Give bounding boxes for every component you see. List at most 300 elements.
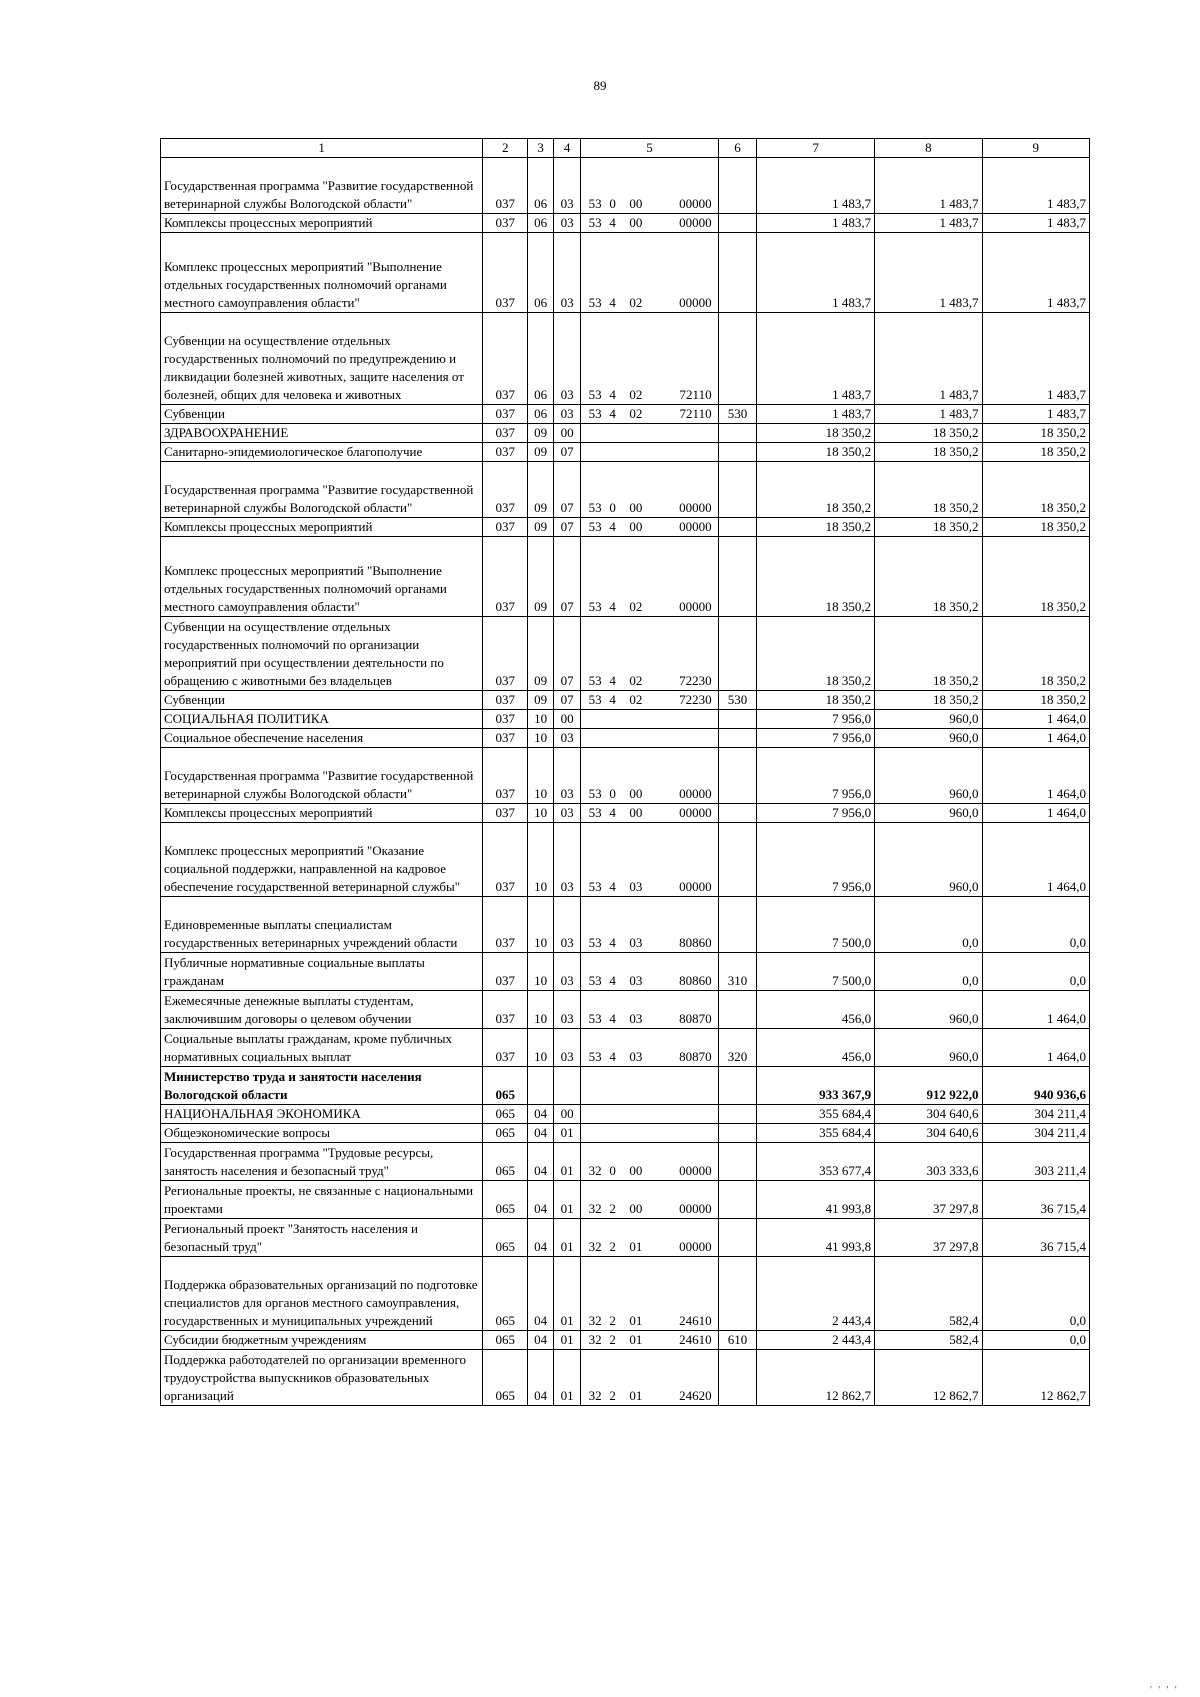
target-article-c5a: 32 <box>588 1388 602 1403</box>
amount-col-9: 18 350,2 <box>982 617 1089 691</box>
code-admin: 037 <box>483 748 528 804</box>
amount-col-8: 960,0 <box>875 729 982 748</box>
amount-col-9: 0,0 <box>982 953 1089 991</box>
code-subsection: 07 <box>553 518 581 537</box>
table-row <box>161 1219 1090 1257</box>
code-admin: 037 <box>483 804 528 823</box>
amount-col-8: 582,4 <box>875 1257 982 1331</box>
code-section: 10 <box>528 748 554 804</box>
amount-col-7: 41 993,8 <box>757 1219 875 1257</box>
header-cell-7: 7 <box>757 139 875 158</box>
target-article-c5c: 00 <box>629 215 643 230</box>
amount-col-7: 456,0 <box>757 1029 875 1067</box>
code-section: 04 <box>528 1331 554 1350</box>
target-article-c5c: 00 <box>629 519 643 534</box>
code-target-article <box>581 1143 718 1181</box>
table-row <box>161 691 1090 710</box>
table-row <box>161 214 1090 233</box>
target-article-c5a: 32 <box>588 1239 602 1254</box>
code-admin: 037 <box>483 214 528 233</box>
code-admin: 065 <box>483 1219 528 1257</box>
code-expense-type: 310 <box>718 953 757 991</box>
target-article-parts <box>584 1312 714 1330</box>
target-article-c5b: 0 <box>609 786 616 801</box>
amount-col-7: 18 350,2 <box>757 617 875 691</box>
code-section: 10 <box>528 823 554 897</box>
code-expense-type: 320 <box>718 1029 757 1067</box>
amount-col-7: 1 483,7 <box>757 313 875 405</box>
code-subsection: 07 <box>553 462 581 518</box>
target-article-c5a: 53 <box>588 500 602 515</box>
amount-col-9: 18 350,2 <box>982 462 1089 518</box>
table-row <box>161 462 1090 518</box>
row-name: Публичные нормативные социальные выплаты гражданам <box>161 953 483 991</box>
code-admin: 065 <box>483 1124 528 1143</box>
code-expense-type <box>718 158 757 214</box>
target-article-c5c: 00 <box>629 786 643 801</box>
target-article-c5d: 80860 <box>679 973 712 988</box>
code-target-article <box>581 823 718 897</box>
target-article-c5d: 24610 <box>679 1313 712 1328</box>
code-admin: 037 <box>483 710 528 729</box>
code-subsection: 03 <box>553 804 581 823</box>
table-row <box>161 1029 1090 1067</box>
amount-col-9: 0,0 <box>982 1331 1089 1350</box>
code-admin: 037 <box>483 729 528 748</box>
amount-col-9: 18 350,2 <box>982 537 1089 617</box>
code-expense-type <box>718 1105 757 1124</box>
header-cell-2: 2 <box>483 139 528 158</box>
code-admin: 037 <box>483 953 528 991</box>
amount-col-8: 304 640,6 <box>875 1124 982 1143</box>
row-name: Субвенции <box>161 691 483 710</box>
target-article-c5d: 00000 <box>679 519 712 534</box>
code-target-article <box>581 405 718 424</box>
target-article-c5b: 4 <box>609 1011 616 1026</box>
target-article-c5a: 53 <box>588 935 602 950</box>
target-article-c5b: 4 <box>609 215 616 230</box>
table-row <box>161 1067 1090 1105</box>
code-subsection: 01 <box>553 1257 581 1331</box>
row-name: Санитарно-эпидемиологическое благополучие <box>161 443 483 462</box>
row-name: Региональные проекты, не связанные с национальными проектами <box>161 1181 483 1219</box>
target-article-c5a: 53 <box>588 196 602 211</box>
code-section: 09 <box>528 462 554 518</box>
code-subsection: 03 <box>553 991 581 1029</box>
code-expense-type <box>718 1124 757 1143</box>
target-article-c5d: 00000 <box>679 786 712 801</box>
target-article-c5a: 32 <box>588 1313 602 1328</box>
target-article-c5c: 01 <box>629 1239 643 1254</box>
code-target-article <box>581 424 718 443</box>
table-row <box>161 233 1090 313</box>
target-article-c5a: 53 <box>588 215 602 230</box>
target-article-c5b: 4 <box>609 879 616 894</box>
amount-col-9: 18 350,2 <box>982 518 1089 537</box>
code-admin: 037 <box>483 897 528 953</box>
target-article-c5d: 00000 <box>679 500 712 515</box>
header-cell-6: 6 <box>718 139 757 158</box>
target-article-parts <box>584 1200 714 1218</box>
header-cell-4: 4 <box>553 139 581 158</box>
code-expense-type: 610 <box>718 1331 757 1350</box>
amount-col-7: 7 956,0 <box>757 748 875 804</box>
target-article-c5c: 03 <box>629 935 643 950</box>
code-subsection: 03 <box>553 897 581 953</box>
code-admin: 037 <box>483 537 528 617</box>
code-target-article <box>581 462 718 518</box>
code-expense-type <box>718 1143 757 1181</box>
amount-col-7: 18 350,2 <box>757 691 875 710</box>
code-section: 04 <box>528 1219 554 1257</box>
target-article-c5d: 00000 <box>679 1163 712 1178</box>
code-subsection: 03 <box>553 1029 581 1067</box>
amount-col-7: 7 956,0 <box>757 710 875 729</box>
amount-col-7: 7 956,0 <box>757 729 875 748</box>
target-article-parts <box>584 499 714 517</box>
target-article-c5b: 2 <box>609 1239 616 1254</box>
code-subsection: 01 <box>553 1219 581 1257</box>
amount-col-9: 1 483,7 <box>982 158 1089 214</box>
target-article-c5c: 02 <box>629 673 643 688</box>
header-row <box>161 139 1090 158</box>
target-article-parts <box>584 1010 714 1028</box>
table-row <box>161 748 1090 804</box>
target-article-c5c: 03 <box>629 1011 643 1026</box>
header-cell-5: 5 <box>581 139 718 158</box>
amount-col-7: 355 684,4 <box>757 1124 875 1143</box>
code-section: 10 <box>528 953 554 991</box>
target-article-c5d: 00000 <box>679 805 712 820</box>
table-row <box>161 424 1090 443</box>
header-cell-3: 3 <box>528 139 554 158</box>
code-target-article <box>581 1124 718 1143</box>
table-row <box>161 537 1090 617</box>
code-expense-type <box>718 823 757 897</box>
target-article-c5c: 02 <box>629 295 643 310</box>
code-expense-type <box>718 1257 757 1331</box>
target-article-c5a: 53 <box>588 973 602 988</box>
target-article-c5c: 03 <box>629 879 643 894</box>
code-expense-type <box>718 214 757 233</box>
code-expense-type <box>718 233 757 313</box>
row-name: Государственная программа "Трудовые ресурсы, занятость населения и безопасный труд" <box>161 1143 483 1181</box>
code-expense-type <box>718 617 757 691</box>
code-admin: 037 <box>483 443 528 462</box>
target-article-parts <box>584 195 714 213</box>
code-section: 06 <box>528 158 554 214</box>
target-article-c5c: 01 <box>629 1388 643 1403</box>
code-target-article <box>581 953 718 991</box>
table-row <box>161 1331 1090 1350</box>
code-expense-type <box>718 897 757 953</box>
amount-col-7: 1 483,7 <box>757 158 875 214</box>
table-row <box>161 991 1090 1029</box>
code-subsection: 03 <box>553 823 581 897</box>
code-expense-type <box>718 518 757 537</box>
code-expense-type <box>718 729 757 748</box>
code-target-article <box>581 617 718 691</box>
code-expense-type <box>718 1067 757 1105</box>
amount-col-7: 456,0 <box>757 991 875 1029</box>
code-expense-type <box>718 313 757 405</box>
amount-col-8: 37 297,8 <box>875 1181 982 1219</box>
target-article-c5b: 4 <box>609 692 616 707</box>
row-name: Поддержка работодателей по организации временного трудоустройства выпускников образовательных организаций <box>161 1350 483 1406</box>
code-section: 04 <box>528 1181 554 1219</box>
code-subsection: 01 <box>553 1181 581 1219</box>
code-subsection: 03 <box>553 313 581 405</box>
target-article-parts <box>584 518 714 536</box>
code-subsection: 03 <box>553 405 581 424</box>
table-row <box>161 405 1090 424</box>
target-article-c5a: 53 <box>588 295 602 310</box>
code-target-article <box>581 1105 718 1124</box>
row-name: СОЦИАЛЬНАЯ ПОЛИТИКА <box>161 710 483 729</box>
amount-col-7: 2 443,4 <box>757 1331 875 1350</box>
table-body <box>161 158 1090 1406</box>
target-article-parts <box>584 972 714 990</box>
row-name: Комплексы процессных мероприятий <box>161 214 483 233</box>
code-subsection: 03 <box>553 748 581 804</box>
amount-col-8: 960,0 <box>875 1029 982 1067</box>
target-article-c5a: 53 <box>588 879 602 894</box>
target-article-c5a: 53 <box>588 1011 602 1026</box>
scan-marks: ' ' ' ' <box>1150 1685 1179 1696</box>
code-subsection: 00 <box>553 424 581 443</box>
code-subsection <box>553 1067 581 1105</box>
code-admin: 037 <box>483 158 528 214</box>
code-target-article <box>581 897 718 953</box>
code-admin: 037 <box>483 691 528 710</box>
amount-col-9: 18 350,2 <box>982 691 1089 710</box>
amount-col-9: 1 483,7 <box>982 313 1089 405</box>
code-expense-type <box>718 748 757 804</box>
target-article-parts <box>584 1238 714 1256</box>
amount-col-9: 1 483,7 <box>982 233 1089 313</box>
amount-col-8: 1 483,7 <box>875 158 982 214</box>
code-subsection: 03 <box>553 158 581 214</box>
target-article-c5c: 00 <box>629 1163 643 1178</box>
row-name: Субсидии бюджетным учреждениям <box>161 1331 483 1350</box>
row-name: Государственная программа "Развитие государственной ветеринарной службы Вологодской области" <box>161 158 483 214</box>
code-expense-type <box>718 424 757 443</box>
amount-col-9: 1 464,0 <box>982 1029 1089 1067</box>
table-row <box>161 1124 1090 1143</box>
target-article-parts <box>584 804 714 822</box>
amount-col-8: 960,0 <box>875 804 982 823</box>
code-admin: 037 <box>483 313 528 405</box>
amount-col-9: 18 350,2 <box>982 443 1089 462</box>
code-admin: 037 <box>483 462 528 518</box>
amount-col-8: 18 350,2 <box>875 537 982 617</box>
target-article-c5b: 0 <box>609 500 616 515</box>
row-name: Ежемесячные денежные выплаты студентам, заключившим договоры о целевом обучении <box>161 991 483 1029</box>
target-article-c5c: 02 <box>629 599 643 614</box>
target-article-c5a: 32 <box>588 1332 602 1347</box>
code-admin: 037 <box>483 991 528 1029</box>
target-article-parts <box>584 405 714 423</box>
code-target-article <box>581 1257 718 1331</box>
target-article-c5a: 53 <box>588 786 602 801</box>
row-name: Единовременные выплаты специалистам государственных ветеринарных учреждений области <box>161 897 483 953</box>
row-name: Субвенции на осуществление отдельных государственных полномочий по предупреждению и ликвидации болезней животных, защите населения от болезней, общих для человека и животных <box>161 313 483 405</box>
table-row <box>161 1105 1090 1124</box>
code-subsection: 01 <box>553 1143 581 1181</box>
code-admin: 065 <box>483 1105 528 1124</box>
target-article-c5a: 53 <box>588 519 602 534</box>
code-section: 04 <box>528 1350 554 1406</box>
amount-col-9: 304 211,4 <box>982 1124 1089 1143</box>
row-name: Государственная программа "Развитие государственной ветеринарной службы Вологодской области" <box>161 462 483 518</box>
table-row <box>161 158 1090 214</box>
target-article-c5d: 00000 <box>679 1239 712 1254</box>
target-article-parts <box>584 878 714 896</box>
row-name: Поддержка образовательных организаций по подготовке специалистов для органов местного самоуправления, государственных и муниципальных учреждений <box>161 1257 483 1331</box>
target-article-parts <box>584 1048 714 1066</box>
code-subsection: 03 <box>553 953 581 991</box>
row-name: Общеэкономические вопросы <box>161 1124 483 1143</box>
code-section: 09 <box>528 691 554 710</box>
amount-col-7: 353 677,4 <box>757 1143 875 1181</box>
amount-col-7: 2 443,4 <box>757 1257 875 1331</box>
amount-col-8: 960,0 <box>875 991 982 1029</box>
target-article-c5c: 00 <box>629 196 643 211</box>
amount-col-9: 18 350,2 <box>982 424 1089 443</box>
code-section: 09 <box>528 424 554 443</box>
amount-col-8: 0,0 <box>875 953 982 991</box>
code-target-article <box>581 537 718 617</box>
target-article-c5a: 32 <box>588 1163 602 1178</box>
header-cell-1: 1 <box>161 139 483 158</box>
target-article-c5c: 02 <box>629 387 643 402</box>
code-admin: 037 <box>483 518 528 537</box>
target-article-c5c: 03 <box>629 973 643 988</box>
amount-col-8: 1 483,7 <box>875 405 982 424</box>
code-section: 10 <box>528 1029 554 1067</box>
table-row <box>161 1257 1090 1331</box>
code-target-article <box>581 443 718 462</box>
amount-col-7: 18 350,2 <box>757 462 875 518</box>
amount-col-7: 1 483,7 <box>757 405 875 424</box>
row-name: ЗДРАВООХРАНЕНИЕ <box>161 424 483 443</box>
row-name: Региональный проект "Занятость населения и безопасный труд" <box>161 1219 483 1257</box>
target-article-c5b: 4 <box>609 973 616 988</box>
target-article-c5b: 4 <box>609 519 616 534</box>
code-admin: 037 <box>483 617 528 691</box>
header-cell-8: 8 <box>875 139 982 158</box>
target-article-c5b: 2 <box>609 1313 616 1328</box>
amount-col-7: 7 500,0 <box>757 953 875 991</box>
table-row <box>161 518 1090 537</box>
table-row <box>161 710 1090 729</box>
code-section: 06 <box>528 233 554 313</box>
table-row <box>161 1181 1090 1219</box>
row-name: Субвенции на осуществление отдельных государственных полномочий по организации мероприятий при осуществлении деятельности по обращению с животными без владельцев <box>161 617 483 691</box>
target-article-c5b: 4 <box>609 935 616 950</box>
amount-col-8: 1 483,7 <box>875 313 982 405</box>
code-section: 09 <box>528 537 554 617</box>
code-target-article <box>581 158 718 214</box>
amount-col-9: 1 483,7 <box>982 405 1089 424</box>
target-article-c5a: 53 <box>588 673 602 688</box>
amount-col-9: 1 464,0 <box>982 748 1089 804</box>
code-target-article <box>581 518 718 537</box>
amount-col-7: 41 993,8 <box>757 1181 875 1219</box>
amount-col-9: 36 715,4 <box>982 1181 1089 1219</box>
code-admin: 065 <box>483 1331 528 1350</box>
row-name: НАЦИОНАЛЬНАЯ ЭКОНОМИКА <box>161 1105 483 1124</box>
code-subsection: 03 <box>553 729 581 748</box>
code-target-article <box>581 1350 718 1406</box>
amount-col-7: 18 350,2 <box>757 443 875 462</box>
code-subsection: 01 <box>553 1331 581 1350</box>
code-target-article <box>581 729 718 748</box>
amount-col-8: 303 333,6 <box>875 1143 982 1181</box>
target-article-c5d: 80870 <box>679 1049 712 1064</box>
target-article-c5a: 53 <box>588 406 602 421</box>
target-article-c5b: 2 <box>609 1332 616 1347</box>
target-article-c5b: 4 <box>609 599 616 614</box>
amount-col-7: 355 684,4 <box>757 1105 875 1124</box>
code-section <box>528 1067 554 1105</box>
target-article-c5a: 32 <box>588 1201 602 1216</box>
target-article-c5d: 00000 <box>679 196 712 211</box>
code-section: 09 <box>528 617 554 691</box>
code-section: 06 <box>528 405 554 424</box>
amount-col-8: 1 483,7 <box>875 214 982 233</box>
target-article-c5d: 72230 <box>679 692 712 707</box>
code-expense-type <box>718 443 757 462</box>
code-expense-type: 530 <box>718 691 757 710</box>
amount-col-8: 18 350,2 <box>875 617 982 691</box>
target-article-c5d: 72110 <box>679 406 712 421</box>
code-target-article <box>581 804 718 823</box>
amount-col-7: 12 862,7 <box>757 1350 875 1406</box>
target-article-c5b: 4 <box>609 387 616 402</box>
code-section: 04 <box>528 1143 554 1181</box>
code-expense-type <box>718 1181 757 1219</box>
code-section: 09 <box>528 518 554 537</box>
amount-col-9: 0,0 <box>982 897 1089 953</box>
code-subsection: 07 <box>553 617 581 691</box>
target-article-c5d: 00000 <box>679 295 712 310</box>
amount-col-8: 37 297,8 <box>875 1219 982 1257</box>
row-name: Субвенции <box>161 405 483 424</box>
code-subsection: 00 <box>553 710 581 729</box>
target-article-parts <box>584 1387 714 1405</box>
amount-col-9: 304 211,4 <box>982 1105 1089 1124</box>
amount-col-7: 7 956,0 <box>757 823 875 897</box>
page-number: 89 <box>593 78 607 93</box>
target-article-c5a: 53 <box>588 1049 602 1064</box>
row-name: Социальное обеспечение населения <box>161 729 483 748</box>
target-article-c5a: 53 <box>588 692 602 707</box>
amount-col-7: 7 500,0 <box>757 897 875 953</box>
code-admin: 037 <box>483 233 528 313</box>
amount-col-8: 960,0 <box>875 823 982 897</box>
target-article-c5d: 80870 <box>679 1011 712 1026</box>
row-name: Комплекс процессных мероприятий "Выполнение отдельных государственных полномочий органами местного самоуправления области" <box>161 537 483 617</box>
amount-col-9: 1 464,0 <box>982 729 1089 748</box>
code-target-article <box>581 710 718 729</box>
table-row <box>161 729 1090 748</box>
code-target-article <box>581 1029 718 1067</box>
amount-col-9: 1 464,0 <box>982 804 1089 823</box>
code-expense-type <box>718 537 757 617</box>
target-article-c5c: 00 <box>629 805 643 820</box>
target-article-c5d: 00000 <box>679 1201 712 1216</box>
